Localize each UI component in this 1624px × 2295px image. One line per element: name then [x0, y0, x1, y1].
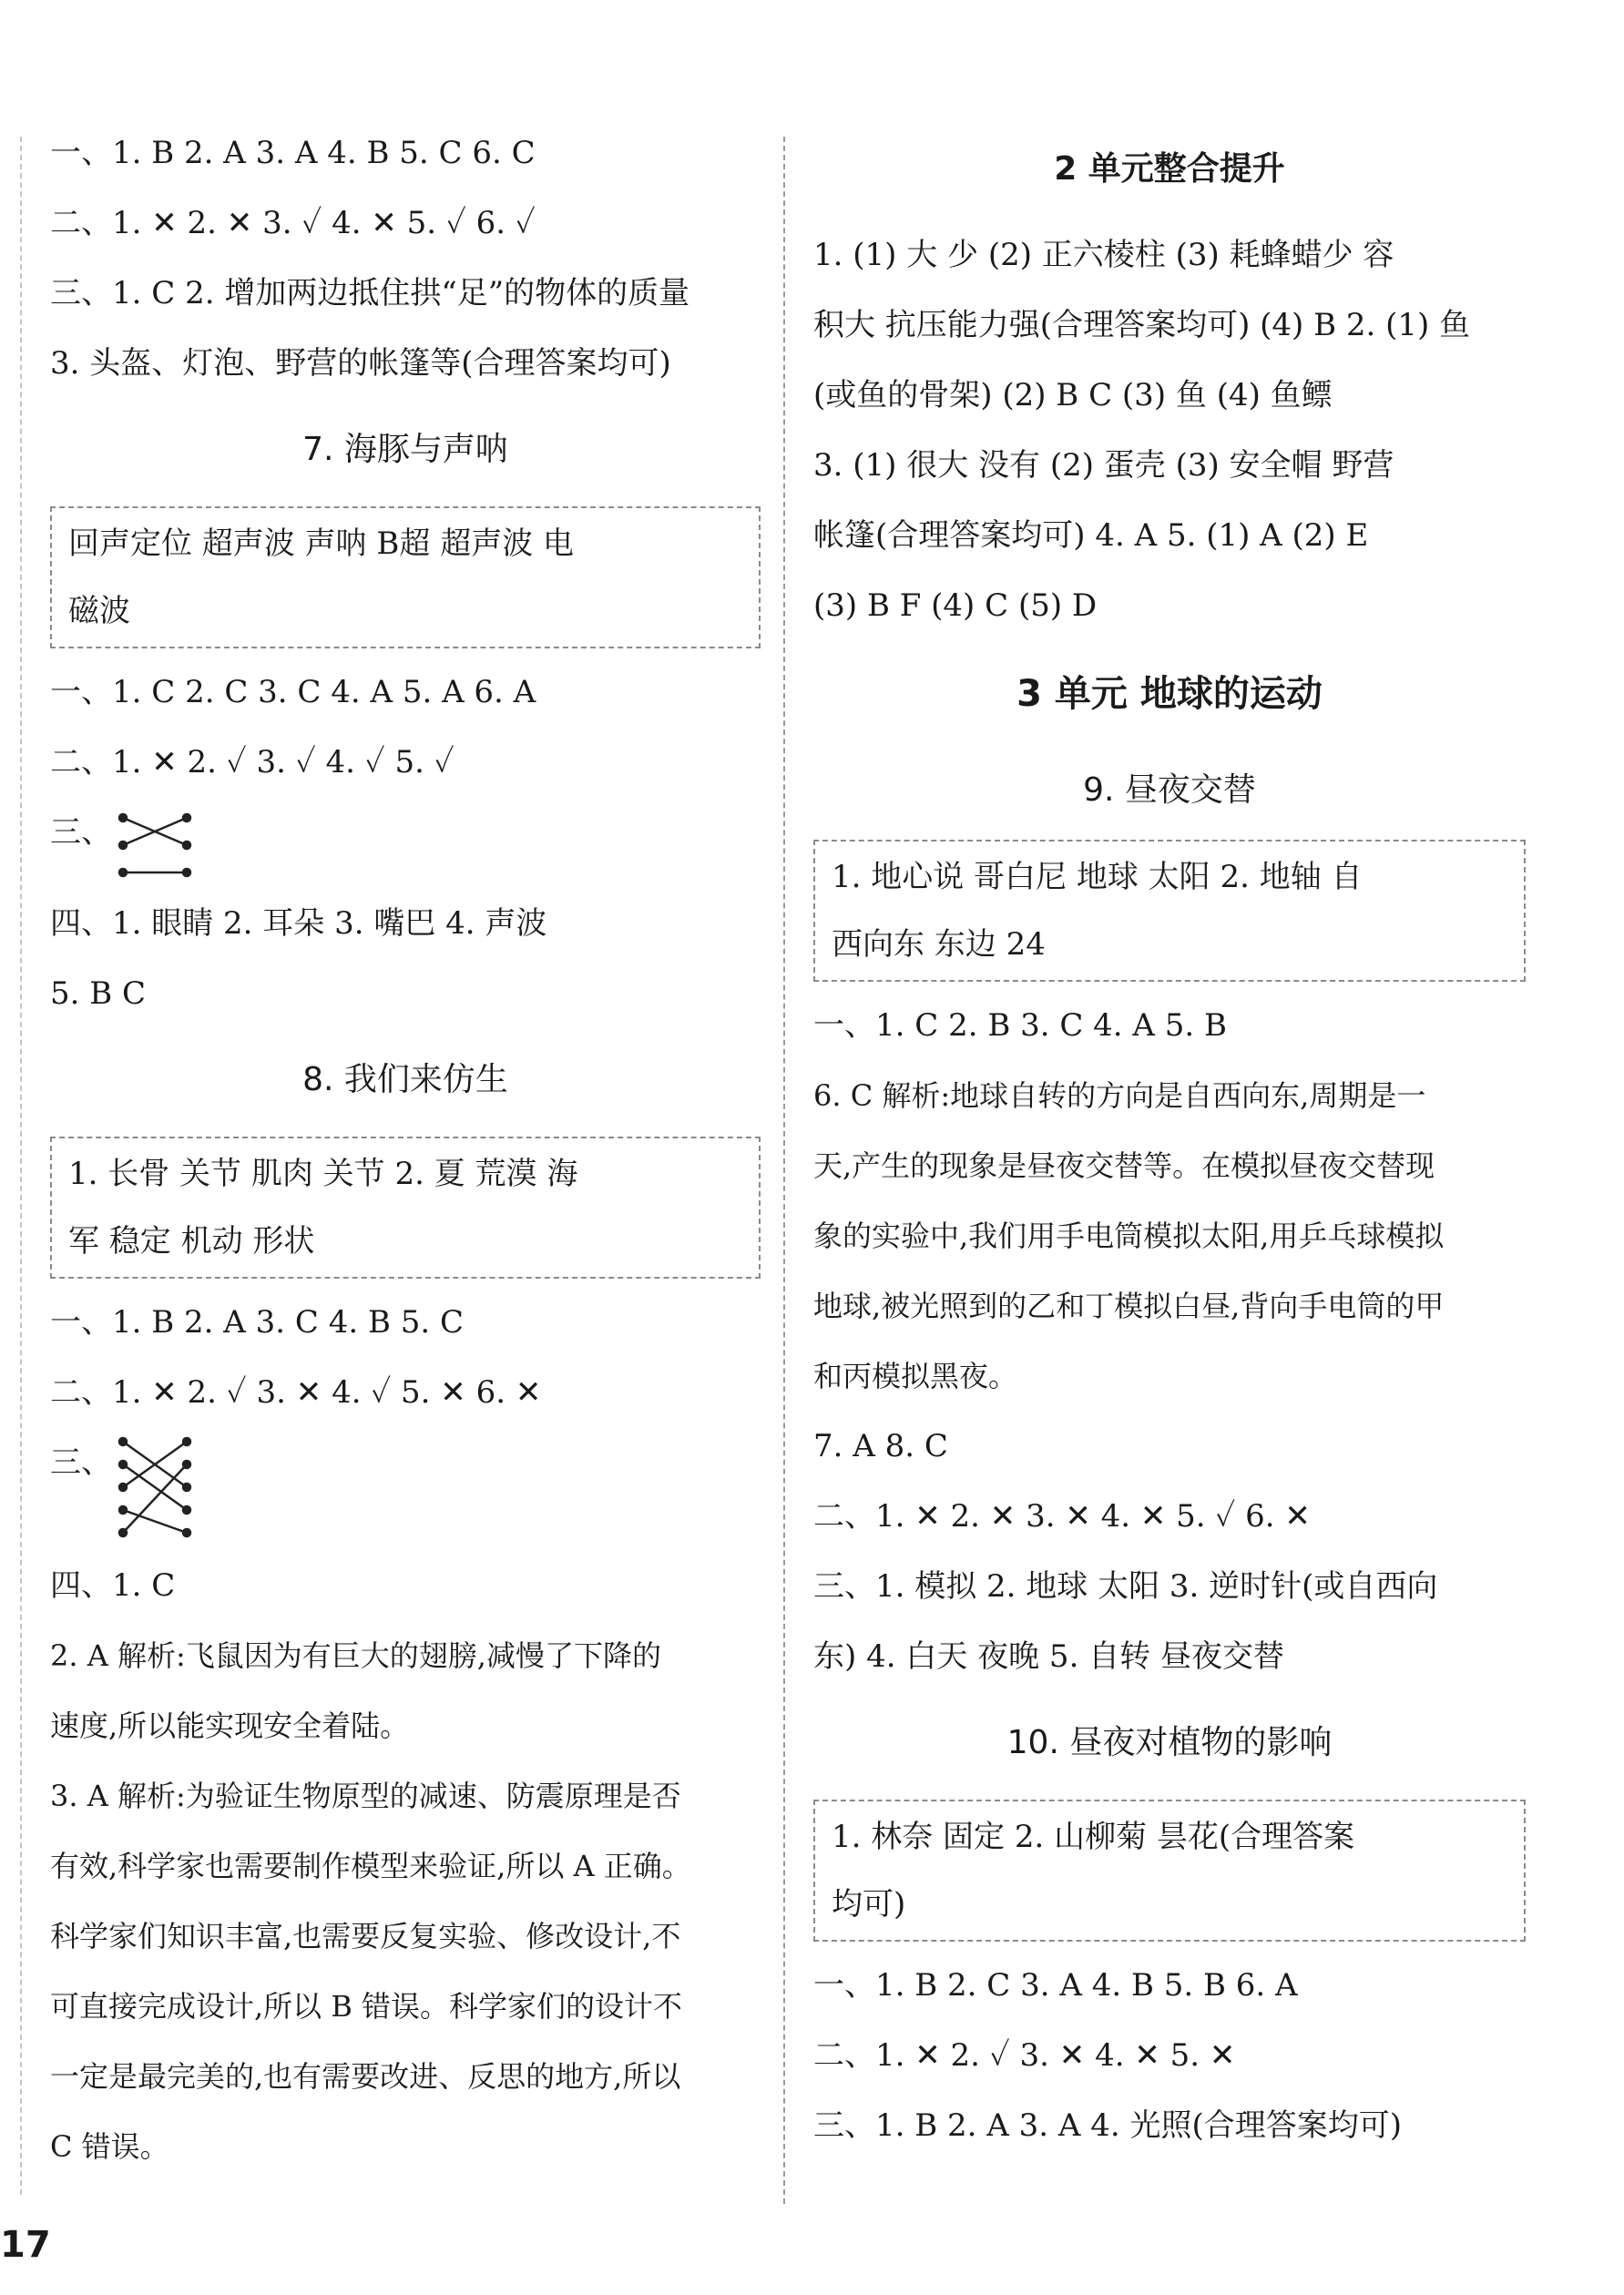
answer-line: (或鱼的骨架) (2) B C (3) 鱼 (4) 鱼鳔 [813, 377, 1333, 413]
box-line: 1. 长骨 关节 肌肉 关节 2. 夏 荒漠 海 [68, 1156, 578, 1192]
explanation-line: 3. A 解析:为验证生物原型的减速、防震原理是否 [50, 1779, 681, 1813]
box-line: 军 稳定 机动 形状 [68, 1223, 315, 1260]
knowledge-box-9 [813, 840, 1526, 982]
explanation-line: 一定是最完美的,也有需要改进、反思的地方,所以 [50, 2059, 681, 2094]
page-edge-line [20, 137, 22, 2195]
matching-row-7 [50, 798, 761, 889]
box-line: 1. 林奈 固定 2. 山柳菊 昙花(合理答案 [832, 1819, 1355, 1855]
answer-line: 一、1. B 2. A 3. A 4. B 5. C 6. C [50, 135, 536, 171]
left-column [50, 118, 761, 2182]
explanation-line: C 错误。 [50, 2129, 169, 2164]
answer-line: 积大 抗压能力强(合理答案均可) (4) B 2. (1) 鱼 [813, 307, 1471, 343]
unit-2-summary-title: 2 单元整合提升 [1054, 150, 1285, 188]
explanation-line: 可直接完成设计,所以 B 错误。科学家们的设计不 [50, 1989, 683, 2024]
answer-line: 二、1. ✕ 2. ✕ 3. ✓ 4. ✕ 5. ✓ 6. ✓ [50, 205, 536, 241]
matching-diagram-7 [112, 798, 212, 880]
page-number: 17 [0, 2224, 51, 2266]
matching-row-8 [50, 1428, 761, 1551]
matching-diagram-8 [112, 1428, 212, 1546]
section-title-8: 8. 我们来仿生 [302, 1061, 508, 1098]
answer-line: 一、1. C 2. B 3. C 4. A 5. B [813, 1007, 1228, 1044]
explanation-line: 象的实验中,我们用手电筒模拟太阳,用乒乓球模拟 [813, 1219, 1445, 1253]
explanation-line: 科学家们知识丰富,也需要反复实验、修改设计,不 [50, 1919, 681, 1953]
section-title-7: 7. 海豚与声呐 [302, 431, 508, 468]
box-line: 磁波 [68, 593, 130, 629]
unit-3-title: 3 单元 地球的运动 [1016, 673, 1323, 715]
answer-line: 三、1. B 2. A 3. A 4. 光照(合理答案均可) [813, 2107, 1403, 2144]
answer-line: 一、1. B 2. A 3. C 4. B 5. C [50, 1304, 465, 1341]
column-divider [783, 137, 785, 2204]
explanation-line: 6. C 解析:地球自转的方向是自西向东,周期是一 [813, 1078, 1426, 1113]
explanation-line: 地球,被光照到的乙和丁模拟白昼,背向手电筒的甲 [813, 1289, 1445, 1323]
answer-line: 四、1. 眼睛 2. 耳朵 3. 嘴巴 4. 声波 [50, 905, 547, 942]
explanation-line: 有效,科学家也需要制作模型来验证,所以 A 正确。 [50, 1849, 691, 1883]
answer-line: 二、1. ✕ 2. ✕ 3. ✕ 4. ✕ 5. ✓ 6. ✕ [813, 1498, 1311, 1535]
answer-line: 一、1. C 2. C 3. C 4. A 5. A 6. A [50, 674, 536, 710]
answer-line: 二、1. ✕ 2. ✓ 3. ✕ 4. ✕ 5. ✕ [813, 2037, 1236, 2074]
answer-line: 一、1. B 2. C 3. A 4. B 5. B 6. A [813, 1967, 1298, 2004]
answer-line: 3. (1) 很大 没有 (2) 蛋壳 (3) 安全帽 野营 [813, 447, 1394, 484]
answer-line: 帐篷(合理答案均可) 4. A 5. (1) A (2) E [813, 517, 1369, 554]
knowledge-box-8 [50, 1137, 761, 1279]
answer-line: 东) 4. 白天 夜晚 5. 自转 昼夜交替 [813, 1638, 1284, 1675]
knowledge-box-7 [50, 506, 761, 648]
box-line: 西向东 东边 24 [832, 926, 1046, 963]
box-line: 回声定位 超声波 声呐 B超 超声波 电 [68, 525, 575, 562]
matching-label: 三、 [50, 814, 112, 851]
answer-line: (3) B F (4) C (5) D [813, 587, 1098, 624]
explanation-line: 和丙模拟黑夜。 [813, 1359, 1018, 1393]
answer-line: 四、1. C [50, 1567, 176, 1604]
knowledge-box-10 [813, 1800, 1526, 1942]
box-line: 1. 地心说 哥白尼 地球 太阳 2. 地轴 自 [832, 859, 1363, 895]
answer-line: 三、1. C 2. 增加两边抵住拱“足”的物体的质量 [50, 275, 690, 311]
explanation-line: 2. A 解析:飞鼠因为有巨大的翅膀,减慢了下降的 [50, 1638, 661, 1673]
box-line: 均可) [832, 1886, 906, 1923]
explanation-line: 天,产生的现象是昼夜交替等。在模拟昼夜交替现 [813, 1148, 1435, 1183]
answer-line: 二、1. ✕ 2. ✓ 3. ✓ 4. ✓ 5. ✓ [50, 744, 455, 780]
explanation-line: 速度,所以能实现安全着陆。 [50, 1708, 410, 1743]
answer-line: 三、1. 模拟 2. 地球 太阳 3. 逆时针(或自西向 [813, 1568, 1438, 1605]
right-column [813, 118, 1526, 2161]
section-title-10: 10. 昼夜对植物的影响 [1006, 1724, 1333, 1761]
section-title-9: 9. 昼夜交替 [1083, 771, 1256, 809]
answer-line: 5. B C [50, 975, 147, 1012]
answer-line: 二、1. ✕ 2. ✓ 3. ✕ 4. ✓ 5. ✕ 6. ✕ [50, 1374, 542, 1411]
answer-line: 1. (1) 大 少 (2) 正六棱柱 (3) 耗蜂蜡少 容 [813, 237, 1394, 273]
matching-label: 三、 [50, 1444, 112, 1481]
answer-line: 7. A 8. C [813, 1428, 948, 1464]
answer-line: 3. 头盔、灯泡、野营的帐篷等(合理答案均可) [50, 345, 671, 382]
